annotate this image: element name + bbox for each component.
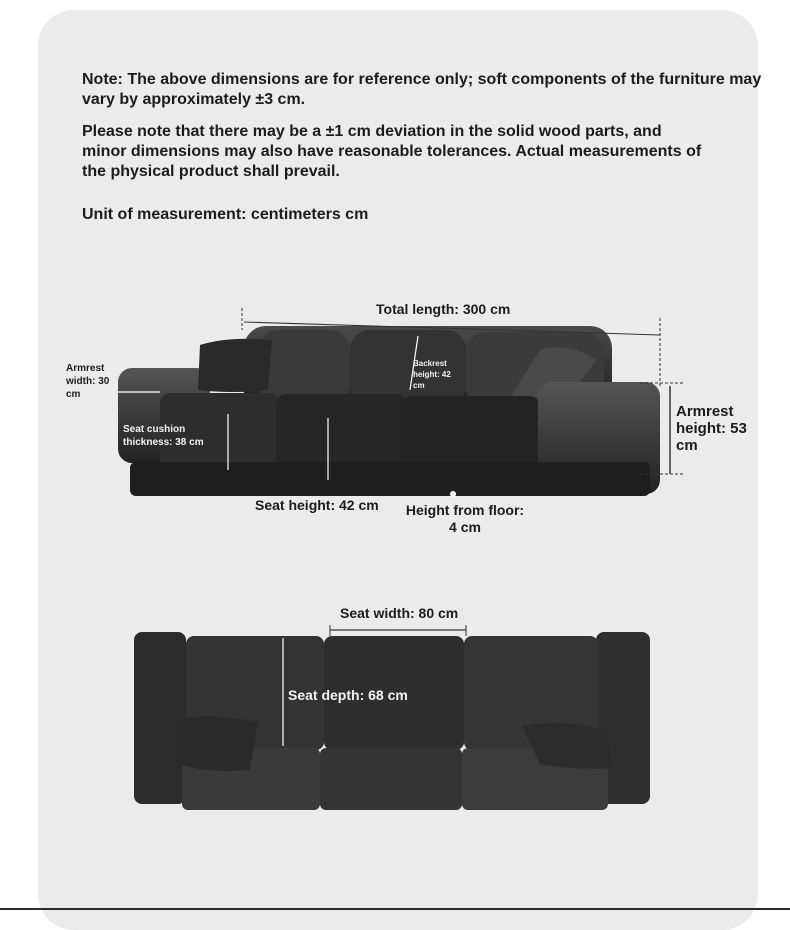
armrest-height-label: Armrest height: 53 cm — [676, 403, 747, 454]
seat-width-label: Seat width: 80 cm — [340, 605, 459, 621]
floor-height-label: Height from floor: 4 cm — [405, 502, 525, 535]
total-length-label: Total length: 300 cm — [376, 301, 511, 317]
seat-height-label: Seat height: 42 cm — [255, 497, 379, 513]
seat-cushion-thickness-label: Seat cushion thickness: 38 cm — [123, 424, 204, 448]
backrest-height-label: Backrest height: 42 cm — [413, 359, 451, 390]
note-reference: Note: The above dimensions are for reference only; soft components of the furniture may vary by approximately ±3 cm. — [82, 71, 762, 108]
note-tolerance: Please note that there may be a ±1 cm deviation in the solid wood parts, and minor dimensions may also have reasonable tolerances. Actual measurements of the physical product shall prevail. — [82, 123, 702, 180]
unit-note: Unit of measurement: centimeters cm — [82, 206, 369, 223]
armrest-width-label: Armrest width: 30 cm — [66, 363, 110, 400]
seat-depth-label: Seat depth: 68 cm — [288, 687, 408, 703]
